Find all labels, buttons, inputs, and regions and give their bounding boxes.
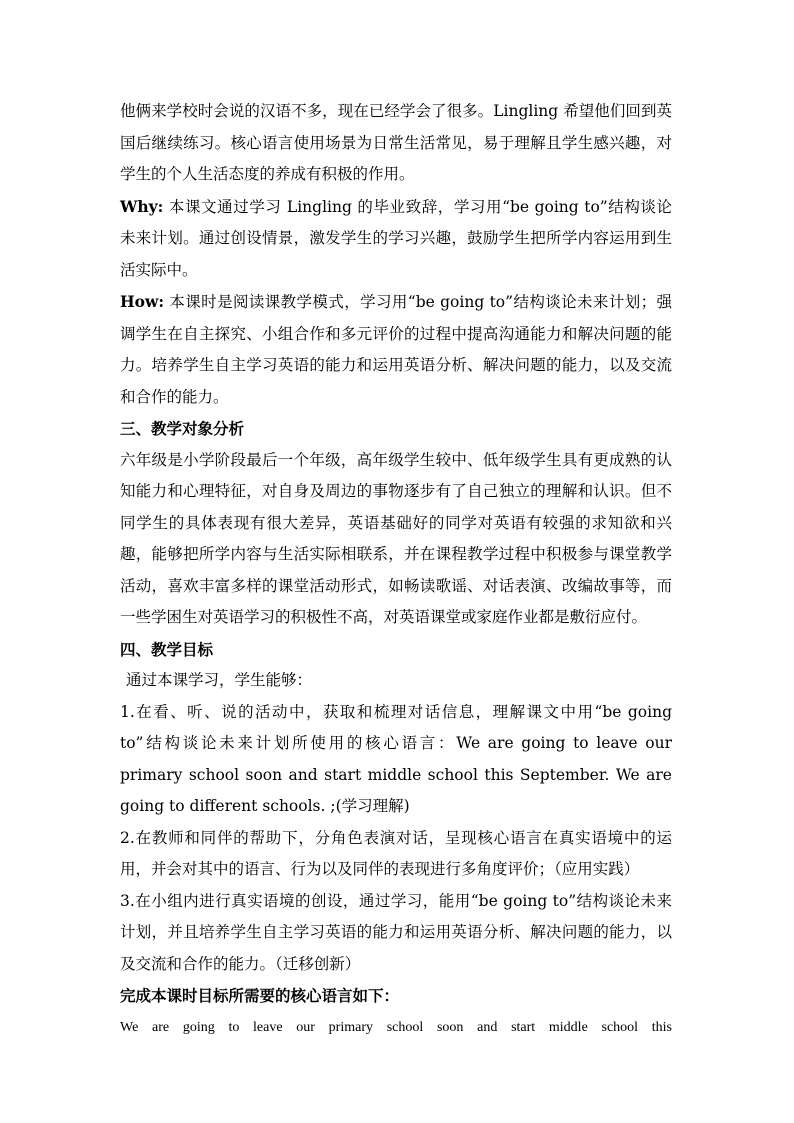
section-heading-teaching-goals: 四、教学目标 [120, 639, 214, 659]
why-label: Why: [120, 196, 164, 216]
goal-item-3: 3.在小组内进行真实语境的创设，通过学习，能用“be going to”结构谈论未来计划，并且培养学生自主学习英语的能力和运用英语分析、解决问题的能力，以及交流和合作的能力。（迁移创新） [120, 891, 672, 973]
goal-item-1: 1.在看、听、说的活动中，获取和梳理对话信息，理解课文中用“be going to”结构谈论未来计划所使用的核心语言：We are going to leave our primary school soon and start middle school this September. We are going to different schools. ;(学习理解) [120, 702, 672, 815]
document-body [120, 96, 672, 1043]
how-text: 本课时是阅读课教学模式，学习用“be going to”结构谈论未来计划；强调学生在自主探究、小组合作和多元评价的过程中提高沟通能力和解决问题的能力。培养学生自主学习英语的能力和运用英语分析、解决问题的能力，以及交流和合作的能力。 [120, 293, 672, 406]
paragraph-continuation: 他俩来学校时会说的汉语不多，现在已经学会了很多。Lingling 希望他们回到英国后继续练习。核心语言使用场景为日常生活常见，易于理解且学生感兴趣，对学生的个人生活态度的养成有积极的作用。 [120, 102, 672, 183]
how-label: How: [120, 292, 165, 311]
paragraph-learner-analysis: 六年级是小学阶段最后一个年级，高年级学生较中、低年级学生具有更成熟的认知能力和心理特征，对自身及周边的事物逐步有了自己独立的理解和认识。但不同学生的具体表现有很大差异，英语基础好的同学对英语有较强的求知欲和兴趣，能够把所学内容与生活实际相联系，并在课程教学过程中积极参与课堂教学活动，喜欢丰富多样的课堂活动形式，如畅读歌谣、对话表演、改编故事等，而一些学困生对英语学习的积极性不高，对英语课堂或家庭作业都是敷衍应付。 [120, 450, 672, 626]
paragraph-why [120, 191, 672, 287]
goal-item-2: 2.在教师和同伴的帮助下，分角色表演对话，呈现核心语言在真实语境中的运用，并会对其中的语言、行为以及同伴的表现进行多角度评价；（应用实践） [120, 828, 672, 878]
why-text: 本课文通过学习 Lingling 的毕业致辞，学习用“be going to”结构谈论未来计划。通过创设情景，激发学生的学习兴趣，鼓励学生把所学内容运用到生活实际中。 [120, 197, 672, 279]
core-language-line: We are going to leave our primary school soon and start middle school this [120, 1019, 672, 1035]
goals-intro: 通过本课学习，学生能够： [126, 671, 313, 689]
section-heading-learner-analysis: 三、教学对象分析 [120, 419, 245, 438]
core-language-heading: 完成本课时目标所需要的核心语言如下： [120, 986, 400, 1005]
paragraph-how [120, 286, 672, 413]
